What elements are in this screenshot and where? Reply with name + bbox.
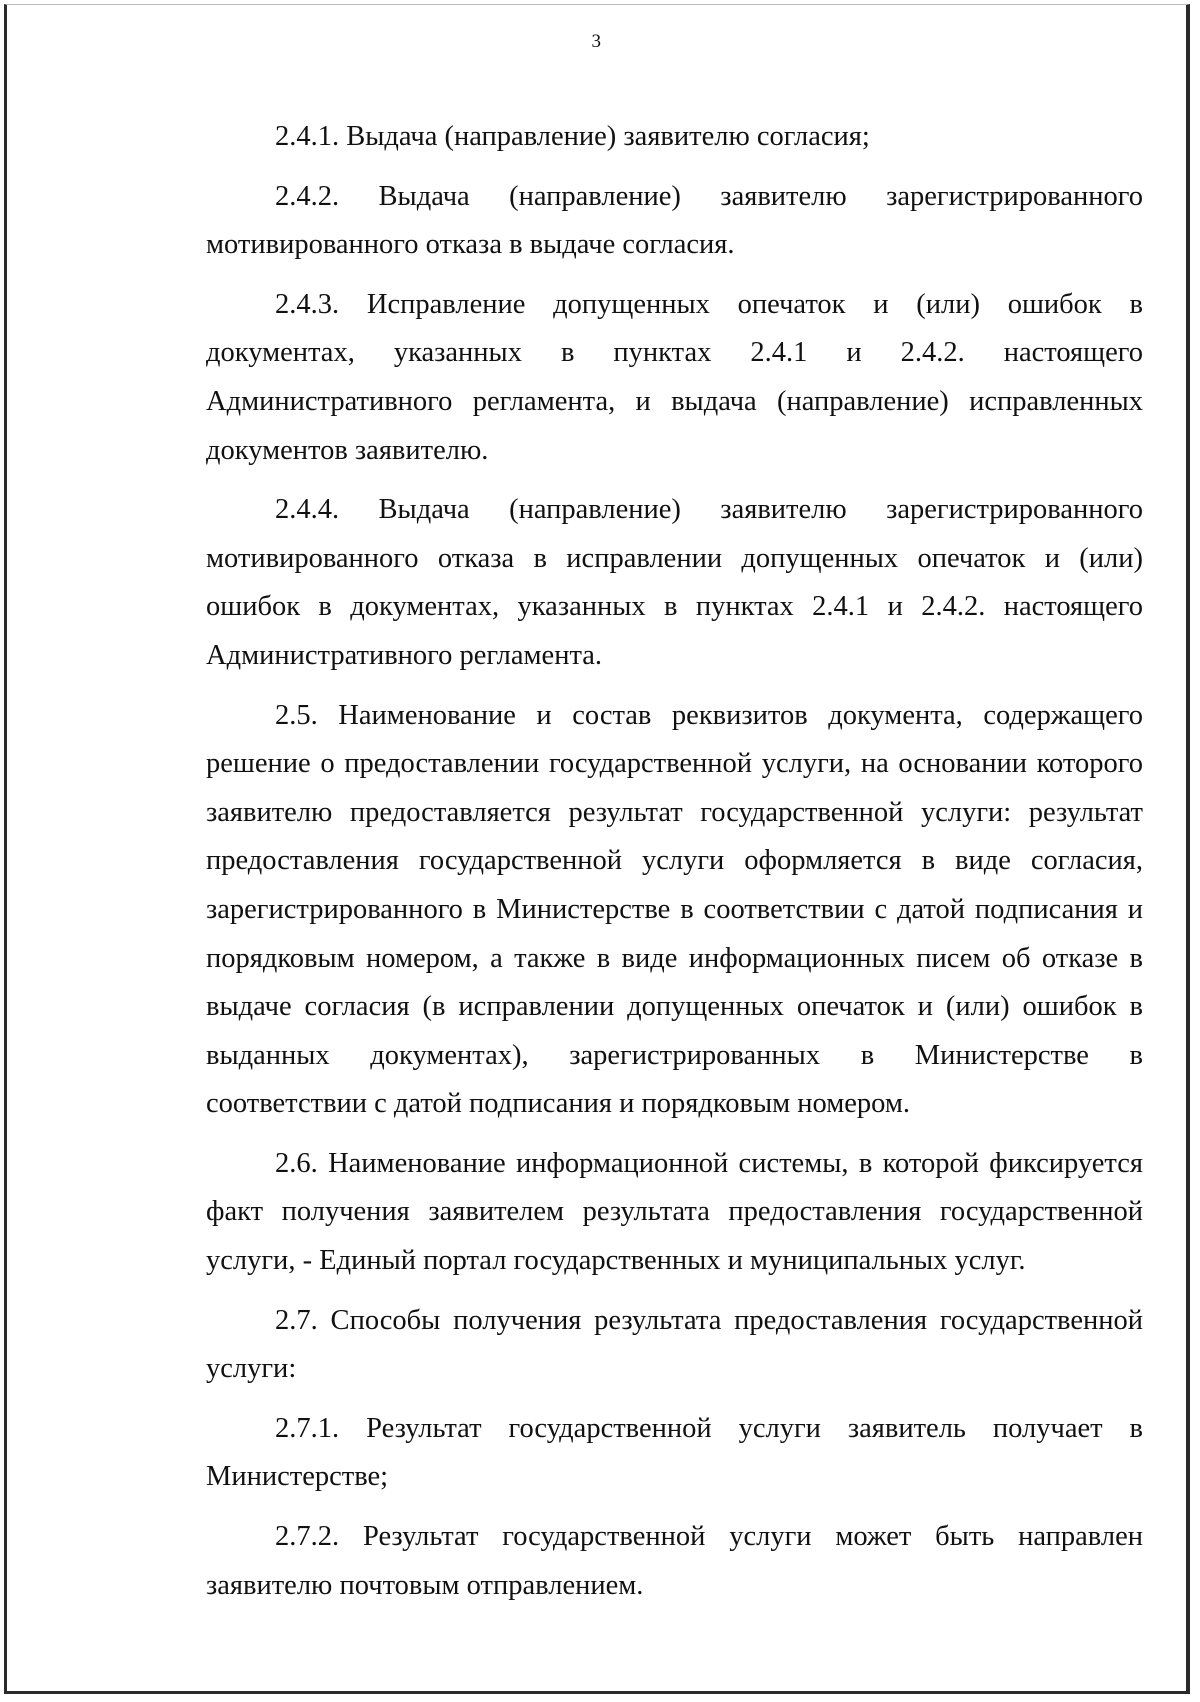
document-body xyxy=(206,113,1143,1610)
paragraph-2-4-2: 2.4.2. Выдача (направление) заявителю зарегистрированного мотивированного отказа в выдаче согласия. xyxy=(206,180,1143,261)
paragraph-2-7: 2.7. Способы получения результата предоставления государственной услуги: xyxy=(206,1304,1143,1385)
paragraph-2-4-3: 2.4.3. Исправление допущенных опечаток и (или) ошибок в документах, указанных в пунктах 2.4.1 и 2.4.2. настоящего Административного регламента, и выдача (направление) исправленных документов заявителю. xyxy=(206,288,1143,466)
paragraph-2-7-1: 2.7.1. Результат государственной услуги заявитель получает в Министерстве; xyxy=(206,1412,1143,1493)
paragraph-2-6: 2.6. Наименование информационной системы, в которой фиксируется факт получения заявителем результата предоставления государственной услуги, - Единый портал государственных и муниципальных услуг. xyxy=(206,1147,1143,1277)
paragraph-2-5: 2.5. Наименование и состав реквизитов документа, содержащего решение о предоставлении государственной услуги, на основании которого заявителю предоставляется результат государственной услуги: результат предоставления государственной услуги оформляется в виде согласия, зарегистрированного в Министерстве в соответствии с датой подписания и порядковым номером, а также в виде информационных писем об отказе в выдаче согласия (в исправлении допущенных опечаток и (или) ошибок в выданных документах), зарегистрированных в Министерстве в соответствии с датой подписания и порядковым номером. xyxy=(206,699,1143,1120)
paragraph-2-4-4: 2.4.4. Выдача (направление) заявителю зарегистрированного мотивированного отказа в исправлении допущенных опечаток и (или) ошибок в документах, указанных в пунктах 2.4.1 и 2.4.2. настоящего Административного регламента. xyxy=(206,494,1143,671)
paragraph-2-7-2: 2.7.2. Результат государственной услуги может быть направлен заявителю почтовым отправлением. xyxy=(206,1521,1143,1601)
document-page xyxy=(4,4,1190,1694)
page-number: 3 xyxy=(591,31,602,52)
paragraph-2-4-1: 2.4.1. Выдача (направление) заявителю согласия; xyxy=(275,121,870,152)
